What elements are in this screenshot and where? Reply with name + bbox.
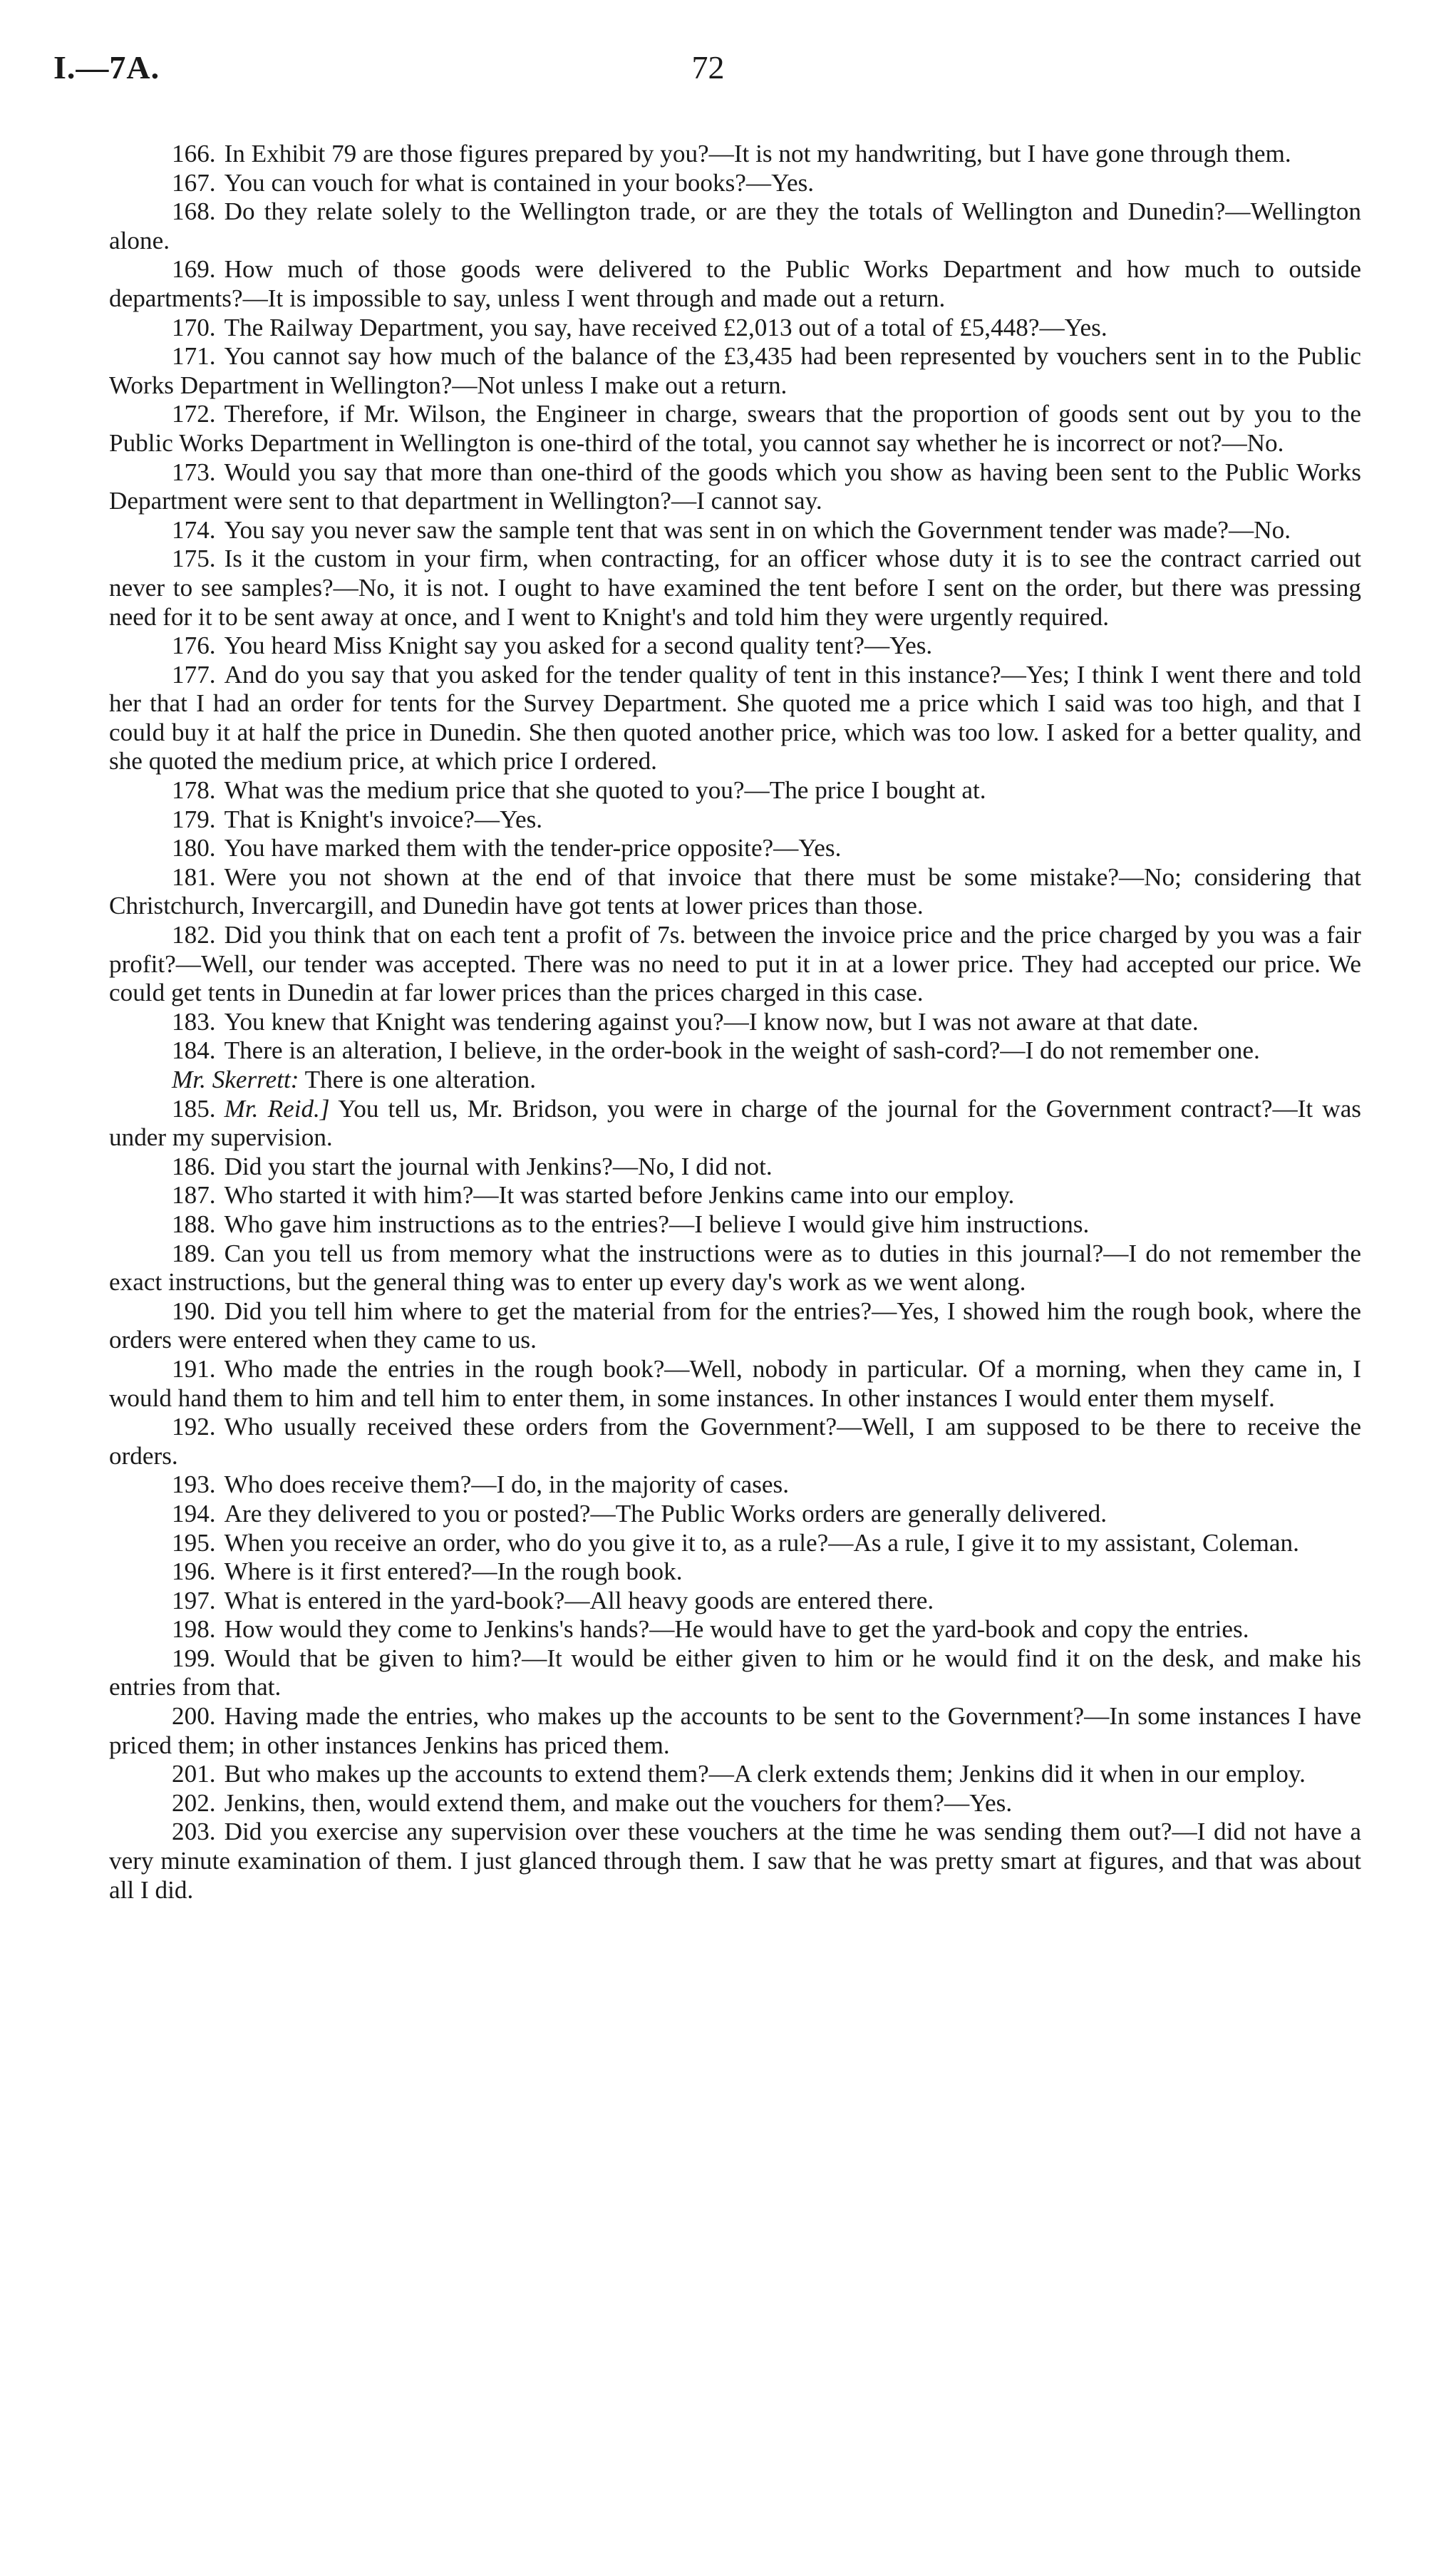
question-number: 201. [172,1760,216,1788]
question-number: 202. [172,1788,216,1817]
question-answer-text: Would you say that more than one-third of the goods which you show as having been sent to the Public Works Department were sent to that department in Wellington?—I cannot say. [109,458,1361,515]
question-number: 199. [172,1644,216,1672]
question-answer-text: Who usually received these orders from the Government?—Well, I am supposed to be there to receive the orders. [109,1413,1361,1470]
testimony-paragraph [109,632,1361,661]
question-number: 186. [172,1152,216,1180]
question-number: 167. [172,168,216,197]
testimony-paragraph [109,1789,1361,1818]
testimony-paragraph [109,1587,1361,1616]
question-number: 182. [172,921,216,949]
question-answer-text: You tell us, Mr. Bridson, you were in charge of the journal for the Government contract?—It was under my supervision. [109,1094,1362,1152]
question-answer-text: How much of those goods were delivered to the Public Works Department and how much to outside departments?—It is impossible to say, unless I went through and made out a return. [109,255,1361,312]
question-number: 173. [172,458,216,486]
question-answer-text: Did you tell him where to get the material from for the entries?—Yes, I showed him the rough book, where the orders were entered when they came to us. [109,1297,1361,1354]
question-answer-text: Where is it first entered?—In the rough book. [224,1557,683,1586]
question-answer-text: Were you not shown at the end of that invoice that there must be some mistake?—No; considering that Christchurch, Invercargill, and Dunedin have got tents at lower prices than those. [109,862,1361,920]
question-number: 188. [172,1210,216,1238]
testimony-paragraph [109,1470,1361,1500]
question-number: 172. [172,400,216,428]
question-answer-text: You have marked them with the tender-price opposite?—Yes. [224,834,842,862]
question-answer-text: You heard Miss Knight say you asked for a second quality tent?—Yes. [224,632,933,660]
testimony-paragraph [109,1615,1361,1644]
testimony-paragraph [109,342,1361,400]
testimony-paragraph [109,400,1361,458]
question-number: 183. [172,1007,216,1036]
question-number: 192. [172,1413,216,1441]
testimony-paragraph [109,921,1361,1008]
question-number: 191. [172,1354,216,1383]
question-number: 196. [172,1557,216,1586]
question-answer-text: Did you exercise any supervision over these vouchers at the time he was sending them out?—I did not have a very minute examination of them. I just glanced through them. I saw that he was pretty smart at figures, and that was about all I did. [109,1818,1361,1904]
question-answer-text: There is an alteration, I believe, in the order-book in the weight of sash-cord?—I do not remember one. [224,1036,1260,1065]
question-number: 193. [172,1470,216,1499]
question-answer-text: Who made the entries in the rough book?—Well, nobody in particular. Of a morning, when they came in, I would hand them to him and tell him to enter them, in some instances. In other instances I would enter them myself. [109,1354,1361,1412]
question-number: 170. [172,313,216,341]
testimony-paragraph [109,834,1361,863]
question-number: 195. [172,1528,216,1557]
testimony-paragraph [109,1702,1361,1760]
question-answer-text: Who started it with him?—It was started before Jenkins came into our employ. [224,1181,1015,1210]
question-number: 203. [172,1818,216,1846]
question-answer-text: What is entered in the yard-book?—All heavy goods are entered there. [224,1586,934,1614]
speaker-name: Mr. Reid.] [224,1094,330,1123]
testimony-paragraph [109,1644,1361,1702]
testimony-paragraph [109,863,1361,921]
testimony-paragraph [109,1413,1361,1470]
question-answer-text: Who gave him instructions as to the entries?—I believe I would give him instructions. [224,1210,1090,1238]
testimony-paragraph [109,776,1361,805]
page-number: 72 [691,49,725,86]
testimony-paragraph [109,1066,1361,1095]
question-number: 185. [172,1094,216,1123]
question-answer-text: Do they relate solely to the Wellington trade, or are they the totals of Wellington and Dunedin?—Wellington alone. [109,197,1361,254]
question-number: 178. [172,776,216,805]
question-number: 198. [172,1615,216,1644]
question-number: 194. [172,1499,216,1527]
question-number: 190. [172,1297,216,1325]
question-answer-text: Did you think that on each tent a profit of 7s. between the invoice price and the price charged by you was a fair profit?—Well, our tender was accepted. There was no need to put it in at a lower price. They had accepted our price. We could get tents in Dunedin at far lower prices than the prices charged in this case. [109,921,1361,1007]
question-number: 177. [172,660,216,689]
testimony-paragraph [109,1240,1361,1297]
question-number: 180. [172,834,216,862]
question-answer-text: Are they delivered to you or posted?—The Public Works orders are generally delivered. [224,1499,1107,1527]
question-number: 168. [172,197,216,226]
question-answer-text: There is one alteration. [304,1066,537,1093]
testimony-paragraph [109,1181,1361,1210]
question-answer-text: In Exhibit 79 are those figures prepared by you?—It is not my handwriting, but I have gone through them. [224,140,1291,168]
question-number: 189. [172,1239,216,1267]
question-answer-text: Having made the entries, who makes up the accounts to be sent to the Government?—In some instances I have priced them; in other instances Jenkins has priced them. [109,1702,1361,1759]
question-answer-text: Who does receive them?—I do, in the majority of cases. [224,1470,790,1499]
question-answer-text: Did you start the journal with Jenkins?—No, I did not. [224,1152,773,1180]
testimony-paragraph [109,516,1361,545]
question-answer-text: You say you never saw the sample tent that was sent in on which the Government tender was made?—No. [224,515,1291,544]
question-number: 197. [172,1586,216,1614]
question-number: 176. [172,632,216,660]
page-header [53,48,1363,105]
testimony-paragraph [109,255,1361,313]
question-answer-text: But who makes up the accounts to extend them?—A clerk extends them; Jenkins did it when in our employ. [224,1760,1306,1788]
testimony-paragraph [109,1557,1361,1587]
testimony-paragraph [109,1036,1361,1066]
question-answer-text: Is it the custom in your firm, when contracting, for an officer whose duty it is to see the contract carried out never to see samples?—No, it is not. I ought to have examined the tent before I sent on the order, but there was pressing need for it to be sent away at once, and I went to Knight's and told him they were urgently required. [109,545,1361,631]
question-number: 179. [172,805,216,833]
question-answer-text: What was the medium price that she quoted to you?—The price I bought at. [224,776,986,805]
question-number: 166. [172,140,216,168]
testimony-paragraph [109,1355,1361,1413]
question-answer-text: And do you say that you asked for the tender quality of tent in this instance?—Yes; I think I went there and told her that I had an order for tents for the Survey Department. She quoted me a price which I said was too high, and that I could buy it at half the price in Dunedin. She then quoted another price, which was too low. I asked for a better quality, and she quoted the medium price, at which price I ordered. [109,660,1361,776]
question-answer-text: That is Knight's invoice?—Yes. [224,805,543,833]
question-answer-text: Therefore, if Mr. Wilson, the Engineer in charge, swears that the proportion of goods sent out by you to the Public Works Department in Wellington is one-third of the total, you cannot say whether he is incorrect or not?—No. [109,400,1361,457]
question-answer-text: How would they come to Jenkins's hands?—He would have to get the yard-book and copy the entries. [224,1615,1249,1644]
testimony-paragraph [109,1210,1361,1240]
question-number: 174. [172,515,216,544]
question-number: 181. [172,862,216,891]
question-number: 171. [172,342,216,371]
question-answer-text: When you receive an order, who do you give it to, as a rule?—As a rule, I give it to my assistant, Coleman. [224,1528,1299,1557]
question-number: 169. [172,255,216,284]
testimony-paragraph [109,545,1361,632]
testimony-paragraph [109,661,1361,776]
testimony-paragraph [109,197,1361,255]
document-body [109,140,1361,1905]
question-number: 184. [172,1036,216,1065]
document-reference: I.—7A. [53,49,160,86]
testimony-paragraph [109,140,1361,169]
testimony-paragraph [109,1760,1361,1789]
question-number: 187. [172,1181,216,1210]
testimony-paragraph [109,1818,1361,1905]
question-answer-text: You cannot say how much of the balance of the £3,435 had been represented by vouchers sent in to the Public Works Department in Wellington?—Not unless I make out a return. [109,342,1361,399]
testimony-paragraph [109,1095,1361,1153]
question-answer-text: Would that be given to him?—It would be either given to him or he would find it on the desk, and make his entries from that. [109,1644,1361,1701]
question-answer-text: You can vouch for what is contained in your books?—Yes. [224,168,815,197]
question-answer-text: Jenkins, then, would extend them, and make out the vouchers for them?—Yes. [224,1788,1013,1817]
testimony-paragraph [109,1008,1361,1037]
testimony-paragraph [109,314,1361,343]
testimony-paragraph [109,458,1361,516]
question-answer-text: The Railway Department, you say, have received £2,013 out of a total of £5,448?—Yes. [224,313,1108,341]
question-number: 200. [172,1702,216,1731]
speaker-name: Mr. Skerrett: [172,1066,299,1093]
testimony-paragraph [109,1529,1361,1558]
question-answer-text: Can you tell us from memory what the instructions were as to duties in this journal?—I do not remember the exact instructions, but the general thing was to enter up every day's work as we went along. [109,1239,1361,1297]
question-answer-text: You knew that Knight was tendering against you?—I know now, but I was not aware at that date. [224,1007,1199,1036]
question-number: 175. [172,545,216,573]
testimony-paragraph [109,805,1361,835]
testimony-paragraph [109,1500,1361,1529]
testimony-paragraph [109,1153,1361,1182]
testimony-paragraph [109,169,1361,198]
testimony-paragraph [109,1297,1361,1355]
